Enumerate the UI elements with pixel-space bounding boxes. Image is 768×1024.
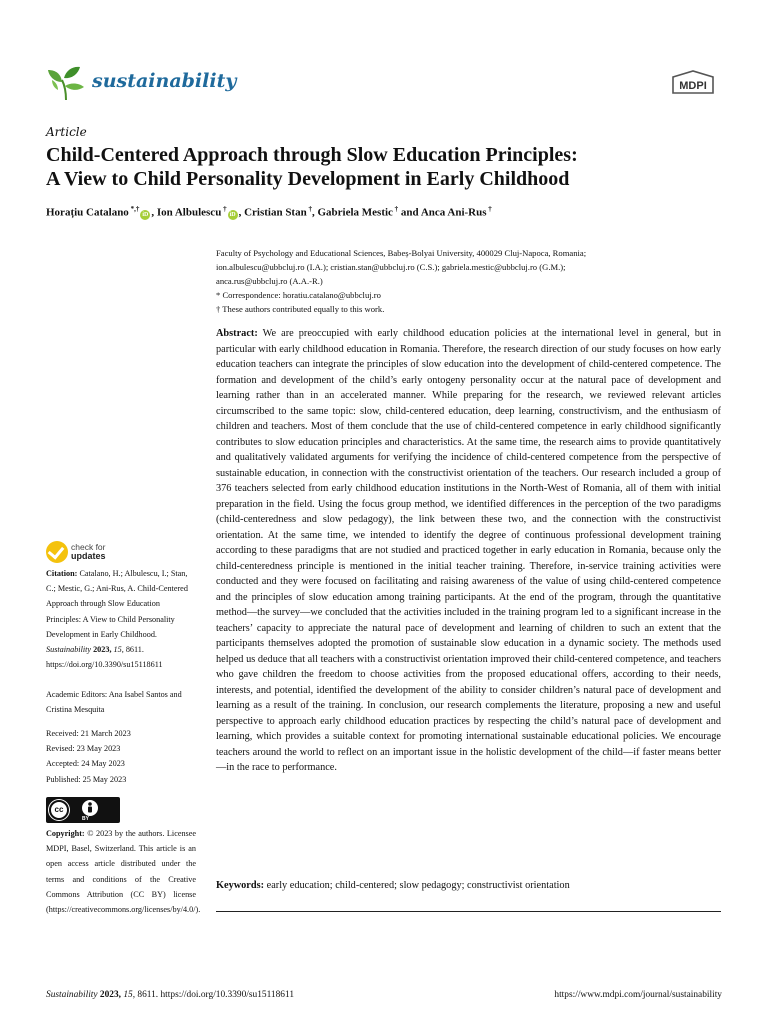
check-for-label: check for [71, 542, 106, 552]
journal-name: sustainability [92, 70, 237, 92]
abstract-label: Abstract: [216, 328, 258, 339]
title-line: A View to Child Personality Development in Early Childhood [46, 168, 570, 190]
journal-logo-icon [46, 62, 88, 102]
keywords-label: Keywords: [216, 880, 265, 891]
author-name: Cristian Stan [244, 206, 307, 219]
citation-doi[interactable]: 8611. https://doi.org/10.3390/su15118611 [46, 645, 163, 670]
author-affiliation-mark: † [486, 205, 492, 213]
updates-label: updates [71, 551, 106, 561]
mdpi-logo-text: MDPI [679, 80, 707, 92]
copyright-block [46, 826, 201, 917]
received-date: Received: 21 March 2023 [46, 729, 131, 738]
citation-year: 2023, [93, 645, 112, 655]
copyright-label: Copyright: [46, 829, 85, 838]
author-separator: , [311, 206, 318, 219]
article-title [46, 143, 736, 191]
check-for-updates-button[interactable] [46, 541, 126, 567]
author-name: Anca Ani-Rus [420, 206, 487, 219]
correspondence-line: * Correspondence: horatiu.catalano@ubbcluj.ro [216, 290, 381, 300]
section-divider [216, 911, 721, 912]
citation-journal: Sustainability [46, 645, 92, 655]
footer-journal: Sustainability [46, 990, 98, 1000]
affiliation-line: ion.albulescu@ubbcluj.ro (I.A.); cristian.stan@ubbcluj.ro (C.S.); gabriela.mestic@ubbcluj.ro (G.M.); [216, 262, 566, 272]
citation-block [46, 566, 196, 672]
creative-commons-icon: cc [49, 800, 69, 820]
citation-label: Citation: [46, 569, 78, 578]
footer-citation [46, 990, 294, 1000]
published-date: Published: 25 May 2023 [46, 774, 127, 784]
author-affiliation-mark: *,† [128, 205, 140, 213]
orcid-icon[interactable]: iD [142, 211, 149, 218]
citation-volume: 15, [113, 645, 124, 655]
publication-dates [46, 726, 196, 787]
keywords-text: early education; child-centered; slow pedagogy; constructivist orientation [266, 880, 570, 891]
keywords [216, 880, 721, 891]
journal-url-link[interactable]: https://www.mdpi.com/journal/sustainability [554, 990, 722, 1000]
cc-by-license-badge[interactable] [46, 797, 120, 823]
academic-editors: Academic Editors: Ana Isabel Santos and Cristina Mesquita [46, 690, 182, 715]
title-line: Child-Centered Approach through Slow Education Principles: [46, 144, 578, 166]
article-type: Article [46, 125, 87, 139]
abstract-text: We are preoccupied with early childhood education policies at the international level in general, but in particular with early childhood education in Romania. Therefore, the research direction of our study focuses on how early education teachers can integrate the principles of slow education into the development of child-centered competence. The formation and development of the child’s early ontogeny personality occur at the natural pace of development and learning rather than in an accelerated manner. While preparing for the research, we reviewed relevant articles circumscribed to the same topic: slow, child-centered education, deep learning, constructivism, and the enthusiasm of children and teachers. Most of them conclude that the use of child-centered competence in early childhood significantly contributes to slow education principles and characteristics. At the same time, the research aims to provide quantitatively and qualitatively validated arguments for verifying the incidence of child-centered competence from the perspective of sustainable education, in connection with the constructivist orientation of the teachers. Our research included a group of 376 teachers selected from early childhood education institutions in the North-West of Romania, all of them with initial preparation in the field. Using the focus group method, we identified differences in the perception of the two paradigms (child-centeredness and slow pedagogy), the link between these two, and the connection with the constructivist orientation. At the same time, we intended to identify the degree of continuous professional development training according to these paradigms that are not studied and practiced together in early education in Romania, because only the child-centeredness principle is mentioned in the initial teacher training. Therefore, in-service training activities were conducted and they were focused on facilitating and raising awareness of the value of using child-centered competence and the principles of slow education among training participants. At the end of the program, through the quantitative method—the survey—we concluded that the activities included in the training program led to a significant increase in the teachers’ capacity to appreciate the natural pace of development and learning of children to such an extent that the participants themselves adopted the promotion of sustainable slow education in a dynamic society. The methods used helped us deduce that all teachers with a constructivist orientation improved their child-centered competence, and teachers who gave children the freedom to choose activities from the proposed educational offers, according to their needs, interests, and potential, identified the development of the ability to consider children’s natural pace of development and learning as a result of the training. In conclusion, our research complements the literature, proposing a new and useful perspective to approach early childhood education practices by respecting the child’s natural pace of development and learning, which provides a suitable context for promoting international sustainable educational policies. We encourage teachers around the world to reflect on an important issue in the holistic development of the child—if faster means better—in the race to performance. [216, 328, 722, 773]
copyright-text: © 2023 by the authors. Licensee MDPI, Basel, Switzerland. This article is an open access article distributed under the terms and conditions of the Creative Commons Attribution (CC BY) license (https://creativecommons.org/licenses/by/4.0/). [46, 829, 201, 915]
affiliation-line: anca.rus@ubbcluj.ro (A.A.-R.) [216, 276, 323, 286]
author-affiliation-mark: † [221, 205, 227, 213]
by-label: BY [82, 816, 89, 822]
footer-year: 2023, [99, 990, 121, 1000]
accepted-date: Accepted: 24 May 2023 [46, 759, 125, 769]
author-separator: and [398, 206, 421, 219]
author-name: Horațiu Catalano [46, 206, 129, 219]
author-name: Gabriela Mestic [317, 206, 393, 219]
footer-volume: 15, [123, 990, 136, 1000]
revised-date: Revised: 23 May 2023 [46, 744, 121, 754]
equal-contribution-note: † These authors contributed equally to this work. [216, 304, 385, 314]
affiliation-line: Faculty of Psychology and Educational Sciences, Babeș-Bolyai University, 400029 Cluj-Napoca, Romania; [216, 248, 587, 258]
abstract [216, 326, 721, 776]
mdpi-logo [667, 69, 719, 97]
author-name: Ion Albulescu [156, 206, 222, 219]
footer-doi[interactable]: 8611. https://doi.org/10.3390/su15118611 [137, 990, 295, 1000]
affiliations [216, 246, 736, 316]
author-separator: , [151, 206, 157, 219]
author-affiliation-mark: † [306, 205, 312, 213]
author-list [46, 205, 492, 220]
check-icon [46, 541, 68, 563]
orcid-icon[interactable]: iD [229, 211, 236, 218]
attribution-icon [82, 800, 98, 816]
author-affiliation-mark: † [392, 205, 399, 213]
citation-text: Catalano, H.; Albulescu, I.; Stan, C.; Mestic, G.; Ani-Rus, A. Child-Centered Approach through Slow Education Principles: A View to Child Personality Development in Early Childhood. [46, 569, 188, 639]
author-separator: , [238, 206, 245, 219]
